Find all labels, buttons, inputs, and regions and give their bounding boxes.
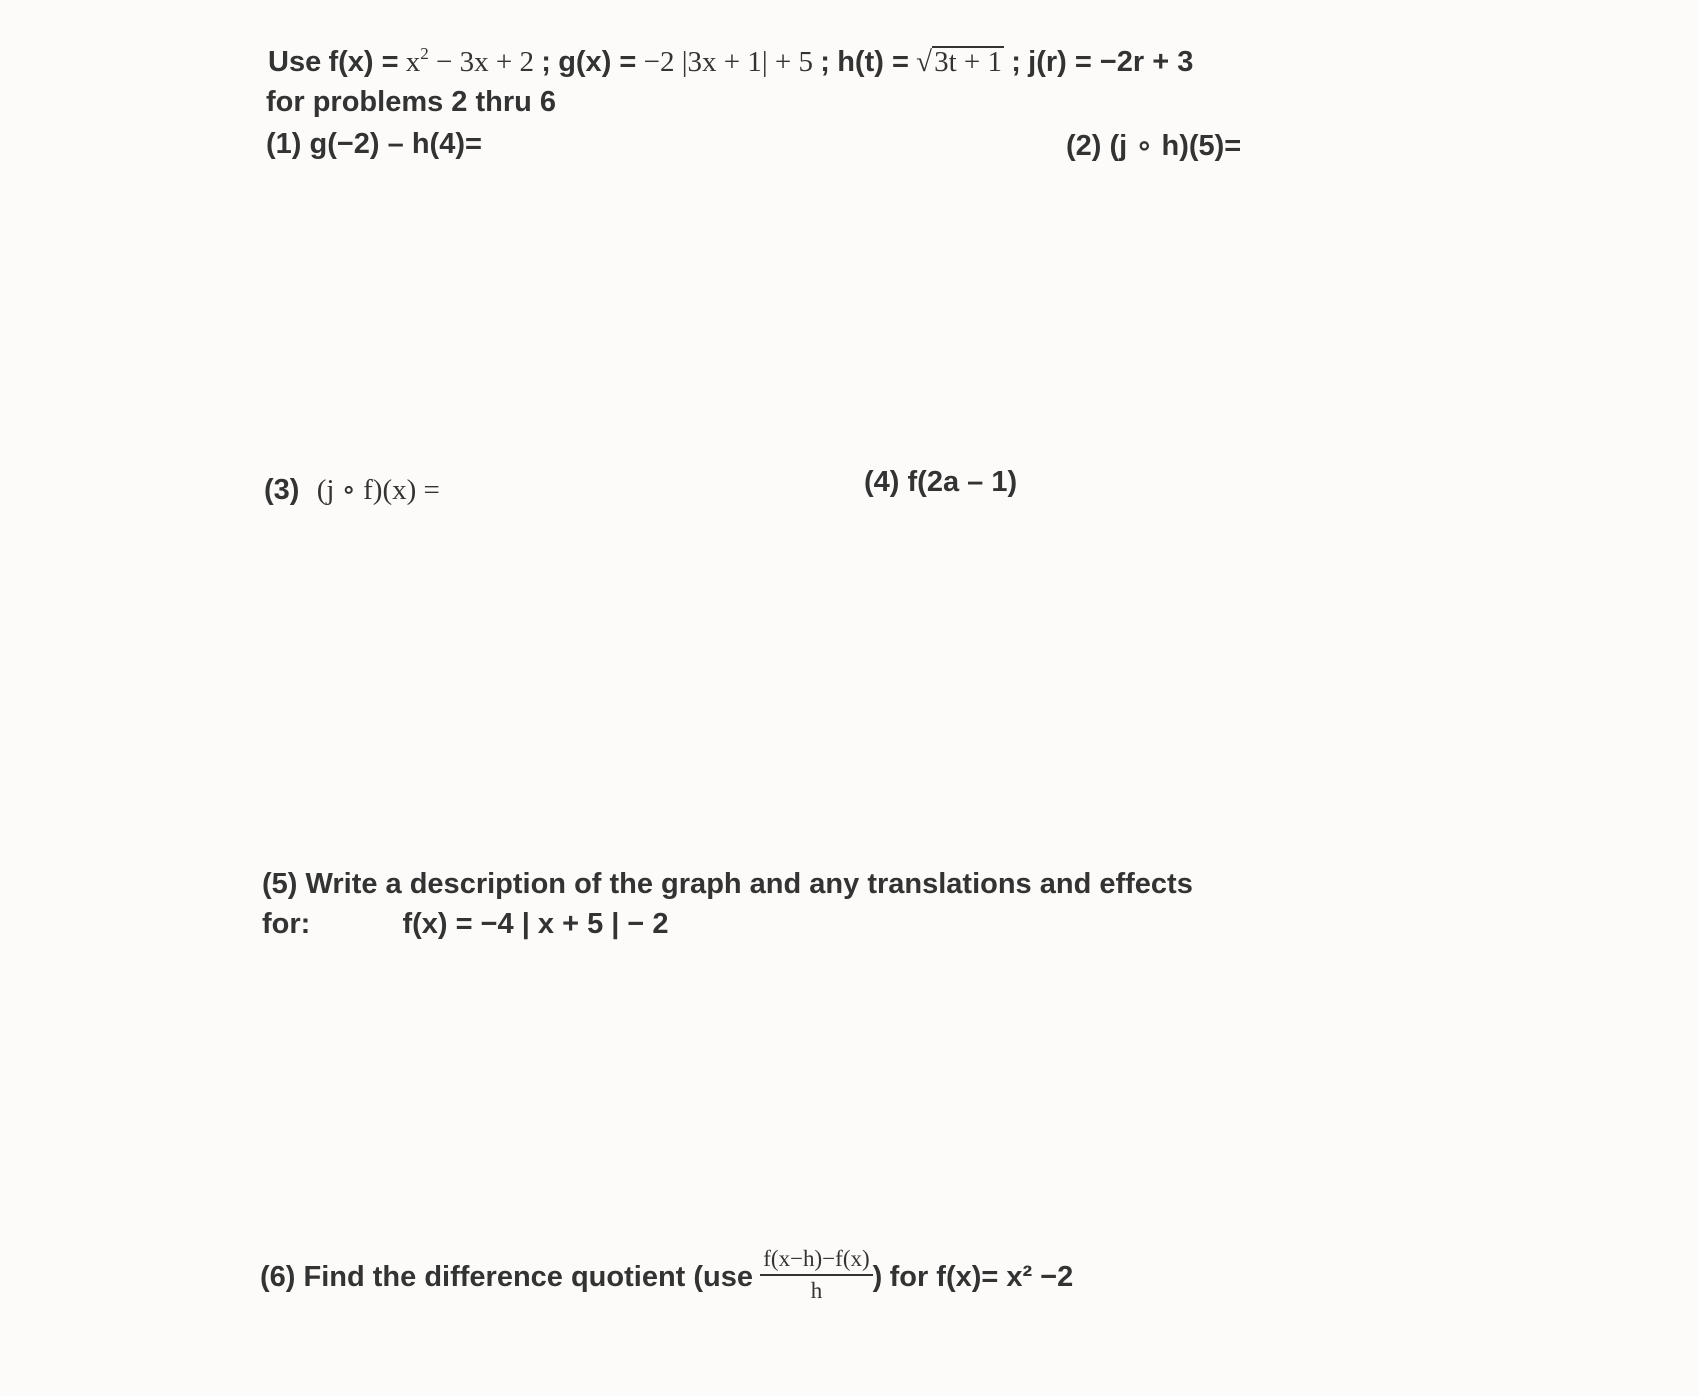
g-label: g(x) = [558,46,637,78]
fraction-denominator: h [810,1278,823,1304]
problem-6 [260,1246,1073,1310]
problem-3-expression: (j ∘ f)(x) = [316,474,440,506]
h-label: h(t) = [837,46,909,78]
f-expression: $x^2 - 3x + 2$ [405,44,535,78]
problem-5-expression: f(x) = −4 | x + 5 | − 2 [402,908,669,940]
problem-5-function-line [262,906,669,942]
use-word: Use [268,46,322,78]
difference-quotient-fraction [760,1244,872,1306]
h-sqrt-expression: √3t + 1 [916,46,1002,78]
separator: ; [1011,46,1021,78]
problems-scope-line: for problems 2 thru 6 [266,86,557,118]
separator: ; [541,46,551,78]
problem-5-for: for: [262,908,311,940]
g-expression: −2 |3x + 1| + 5 [643,46,814,78]
problem-5-prompt: (5) Write a description of the graph and any translations and effects [262,868,1193,900]
sqrt-symbol: √ [916,46,933,78]
functions-definition-line [268,44,1193,80]
fraction-numerator: f(x−h)−f(x) [760,1244,872,1276]
problem-1: (1) g(−2) – h(4)= [266,128,482,160]
problem-3-number: (3) [264,474,300,506]
f-label: f(x) = [328,46,399,78]
problem-4: (4) f(2a – 1) [864,466,1018,498]
problem-3 [264,472,440,508]
problem-6-text: (6) Find the difference quotient (use [260,1261,754,1293]
close-paren: ) [872,1261,883,1293]
separator: ; [820,46,830,78]
problem-2: (2) (j ∘ h)(5)= [1066,130,1242,162]
j-definition: j(r) = −2r + 3 [1028,46,1194,78]
problem-6-function: for f(x)= x² −2 [889,1261,1074,1293]
